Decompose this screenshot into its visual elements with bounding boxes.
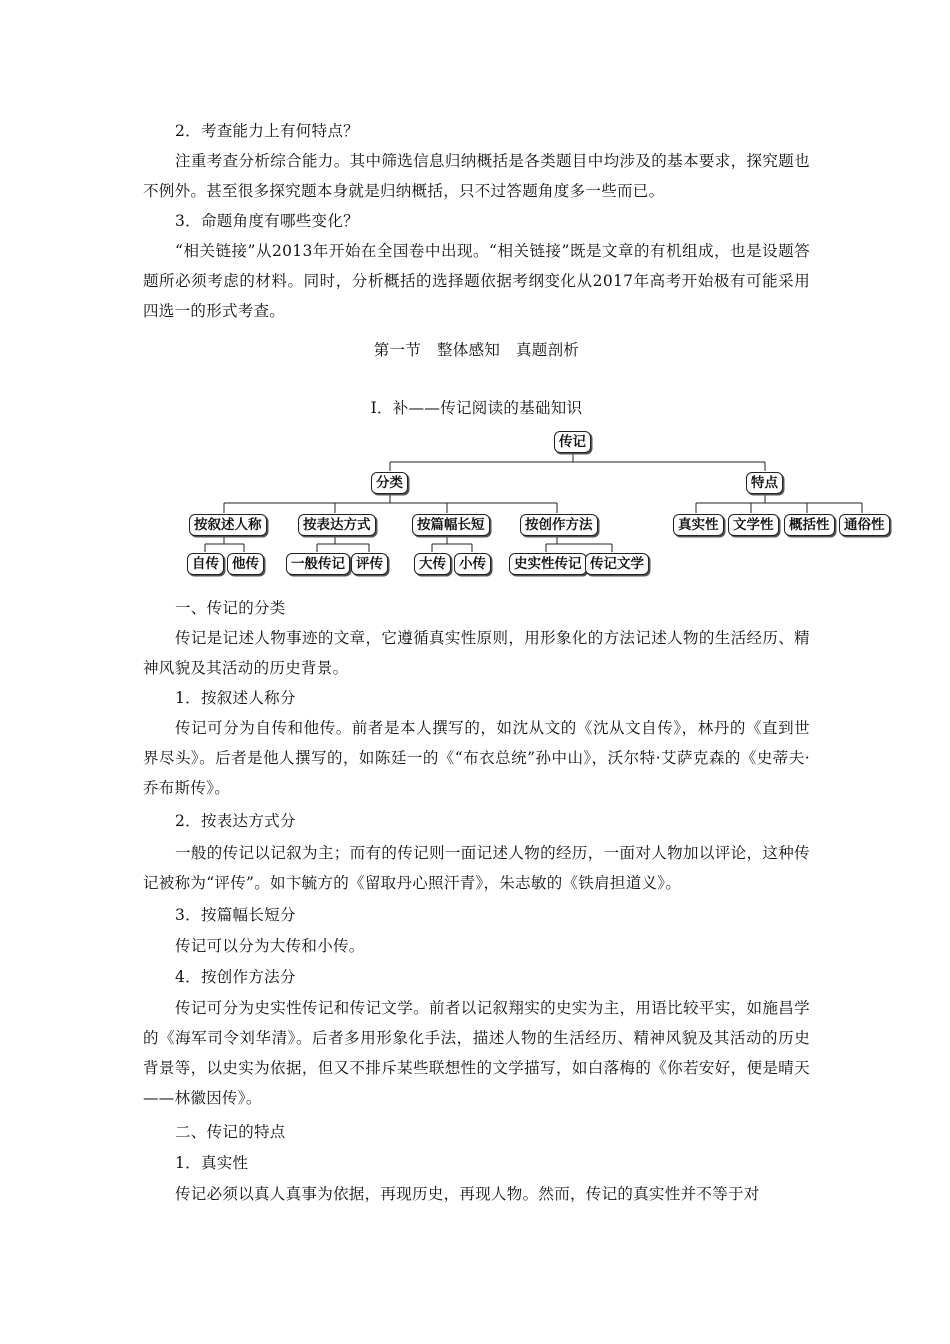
biography-knowledge-diagram — [180, 428, 900, 578]
diagram-root: 传记 — [554, 431, 591, 453]
heading-by-method: 4．按创作方法分 — [175, 968, 296, 986]
paragraph-by-person: 传记可分为自传和他传。前者是本人撰写的，如沈从文的《沈从文自传》，林丹的《直到世界尽头》。后者是他人撰写的，如陈廷一的《“布衣总统”孙中山》，沃尔特·艾萨克森的《史蒂夫·乔布斯传》。 — [143, 719, 810, 797]
leaf-biography-by-others: 他传 — [227, 553, 264, 575]
leaf-biographical-literature: 传记文学 — [585, 553, 649, 575]
leaf-critical-biography: 评传 — [351, 553, 388, 575]
diagram-branch-classification: 分类 — [371, 472, 408, 494]
leaf-short-biography: 小传 — [454, 553, 491, 575]
diagram-branch-features: 特点 — [746, 472, 783, 494]
question-3-answer: “相关链接”从2013年开始在全国卷中出现。“相关链接”既是文章的有机组成，也是设题答题所必须考虑的材料。同时，分析概括的选择题依据考纲变化从2017年高考开始极有可能采用四选一的形式考查。 — [143, 242, 810, 320]
heading-by-length: 3．按篇幅长短分 — [175, 906, 296, 924]
feature-literariness: 文学性 — [728, 514, 779, 536]
category-expression: 按表达方式 — [298, 514, 376, 536]
heading-by-expression: 2．按表达方式分 — [175, 812, 296, 830]
leaf-factual-biography: 史实性传记 — [509, 553, 587, 575]
category-length: 按篇幅长短 — [412, 514, 490, 536]
feature-popularity: 通俗性 — [839, 514, 890, 536]
heading-by-person: 1．按叙述人称分 — [175, 689, 296, 707]
category-narrative-person: 按叙述人称 — [189, 514, 267, 536]
heading-features: 二、传记的特点 — [175, 1123, 286, 1141]
paragraph-by-method: 传记可分为史实性传记和传记文学。前者以记叙翔实的史实为主，用语比较平实，如施昌学的《海军司令刘华清》。后者多用形象化手法，描述人物的生活经历、精神风貌及其活动的历史背景等，以史实为依据，但又不排斥某些联想性的文学描写，如白落梅的《你若安好，便是晴天——林徽因传》。 — [143, 999, 810, 1107]
category-creation-method: 按创作方法 — [520, 514, 598, 536]
paragraph-authenticity: 传记必须以真人真事为依据，再现历史，再现人物。然而，传记的真实性并不等于对 — [175, 1185, 760, 1203]
paragraph-by-expression: 一般的传记以记叙为主；而有的传记则一面记述人物的经历，一面对人物加以评论，这种传记被称为“评传”。如卞毓方的《留取丹心照汗青》，朱志敏的《铁肩担道义》。 — [143, 844, 810, 892]
heading-classification: 一、传记的分类 — [175, 599, 286, 617]
section-title: 第一节 整体感知 真题剖析 — [373, 341, 580, 359]
question-3-title: 3．命题角度有哪些变化？ — [175, 212, 359, 230]
paragraph-by-length: 传记可以分为大传和小传。 — [175, 937, 365, 955]
feature-authenticity: 真实性 — [673, 514, 724, 536]
heading-authenticity: 1．真实性 — [175, 1154, 249, 1172]
question-2-title: 2．考查能力上有何特点？ — [175, 122, 359, 140]
part-title: Ⅰ．补——传记阅读的基础知识 — [370, 399, 583, 417]
leaf-general-biography: 一般传记 — [286, 553, 350, 575]
question-2-answer: 注重考查分析综合能力。其中筛选信息归纳概括是各类题目中均涉及的基本要求，探究题也不例外。甚至很多探究题本身就是归纳概括，只不过答题角度多一些而已。 — [143, 152, 810, 200]
leaf-long-biography: 大传 — [414, 553, 451, 575]
paragraph-definition: 传记是记述人物事迹的文章，它遵循真实性原则，用形象化的方法记述人物的生活经历、精神风貌及其活动的历史背景。 — [143, 629, 810, 677]
leaf-autobiography: 自传 — [187, 553, 224, 575]
feature-generality: 概括性 — [784, 514, 835, 536]
